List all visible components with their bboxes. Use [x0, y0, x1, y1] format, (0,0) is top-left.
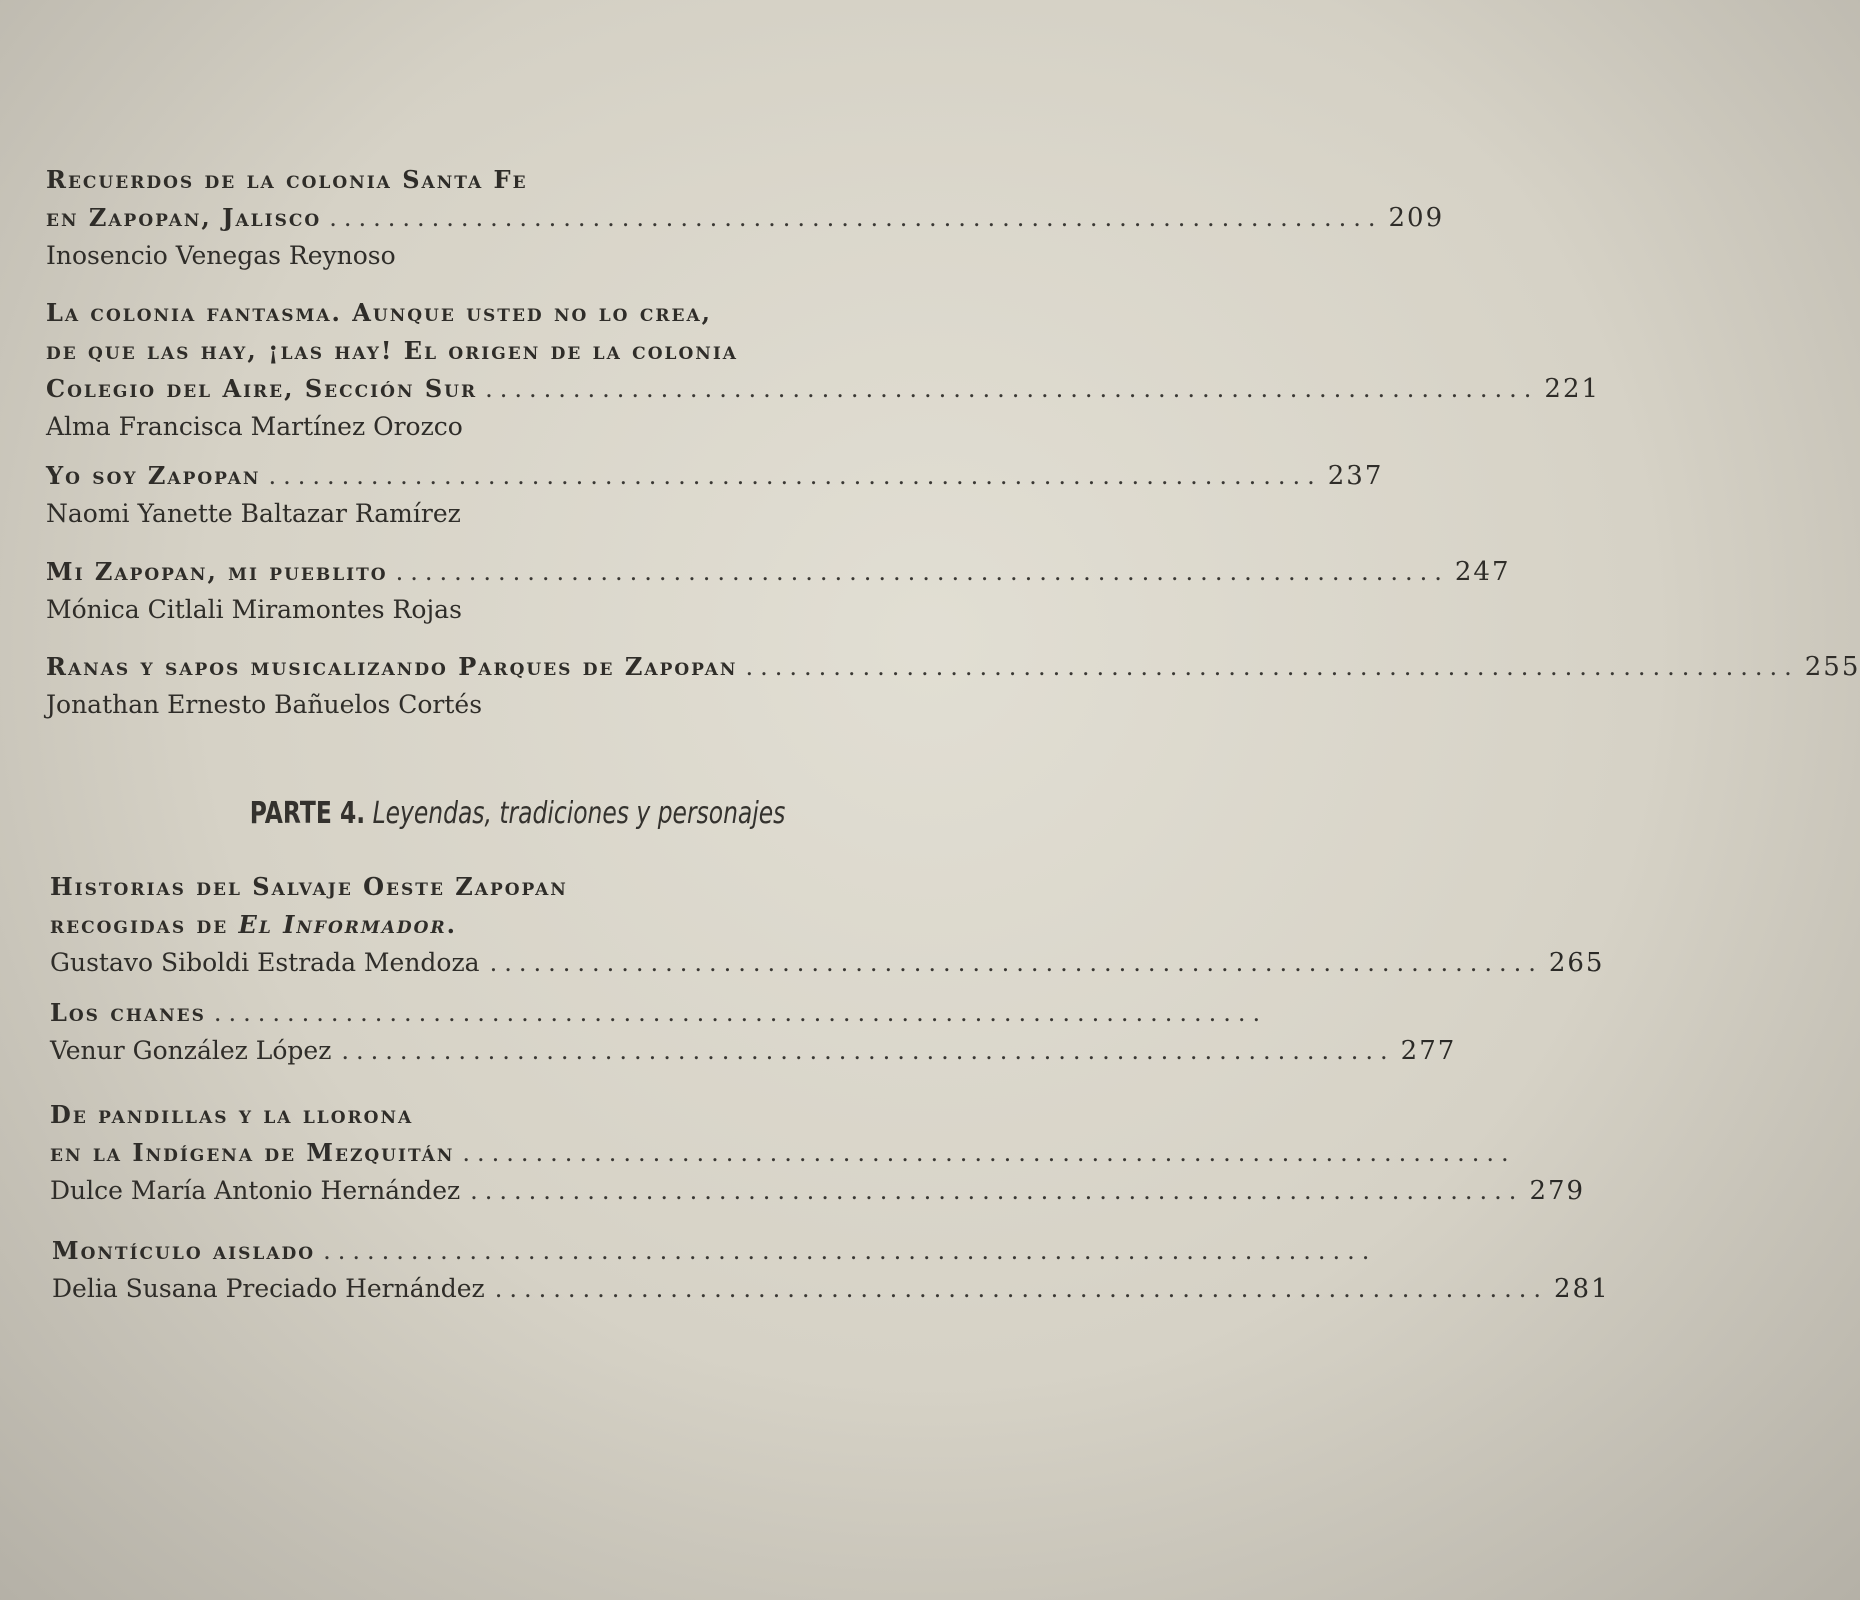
leader-dots: ........................................................................ — [485, 375, 1539, 403]
entry-author: Naomi Yanette Baltazar Ramírez — [46, 499, 461, 528]
entry-title: Montículo aislado ........................................................................ — [52, 1232, 922, 1270]
leader-dots: ........................................................................ — [329, 204, 1383, 232]
entry-author: Dulce María Antonio Hernández — [50, 1176, 461, 1205]
toc-entry — [50, 994, 1457, 1070]
entry-author: Inosencio Venegas Reynoso — [46, 241, 396, 270]
toc-entry — [50, 1096, 1586, 1210]
page-number: 221 — [1544, 374, 1601, 404]
leader-dots: ........................................................................ — [213, 999, 1268, 1027]
entry-title: de que las hay, ¡las hay! El origen de la colonia — [46, 336, 738, 365]
page-number: 279 — [1529, 1176, 1586, 1206]
author-line — [50, 1032, 1457, 1070]
author-line — [50, 944, 1605, 982]
part-label: PARTE 4. — [249, 796, 366, 831]
leader-dots: ........................................................................ — [341, 1037, 1395, 1065]
entry-title: Los chanes ........................................................................ — [50, 994, 922, 1032]
entry-title: De pandillas y la llorona — [50, 1100, 414, 1129]
entry-author: Mónica Citlali Miramontes Rojas — [46, 595, 462, 624]
page-number: 265 — [1548, 948, 1605, 978]
page-number: 247 — [1454, 557, 1511, 587]
entry-title: Historias del Salvaje Oeste Zapopan — [50, 872, 568, 901]
part-title: Leyendas, tradiciones y personajes — [372, 796, 786, 831]
leader-dots: ........................................................................ — [494, 1275, 1548, 1303]
leader-dots: ........................................................................ — [395, 558, 1449, 586]
entry-title: La colonia fantasma. Aunque usted no lo crea, — [46, 298, 712, 327]
toc-entry — [52, 1232, 1610, 1308]
part-heading — [108, 796, 926, 831]
toc-entry — [46, 457, 1384, 533]
italic-publication: El Informador — [238, 910, 447, 939]
entry-author: Venur González López — [50, 1036, 332, 1065]
entry-author: Delia Susana Preciado Hernández — [52, 1274, 485, 1303]
leader-dots: ........................................................................ — [745, 653, 1799, 681]
page-number: 255 — [1804, 652, 1860, 682]
leader-dots: ........................................................................ — [323, 1237, 1377, 1265]
entry-title: Yo soy Zapopan ........................................................................ 237 — [46, 457, 922, 495]
author-line — [50, 1172, 1586, 1210]
toc-entry — [46, 648, 1860, 724]
page-number: 277 — [1400, 1036, 1457, 1066]
leader-dots: ........................................................................ — [470, 1177, 1524, 1205]
toc-entry — [50, 868, 1605, 982]
entry-title: Recuerdos de la colonia Santa Fe — [46, 165, 528, 194]
entry-title: en Zapopan, Jalisco ........................................................................ 209 — [46, 199, 922, 237]
entry-title: Colegio del Aire, Sección Sur ........................................................................ 221 — [46, 370, 922, 408]
toc-entry — [46, 553, 1511, 629]
entry-author: Gustavo Siboldi Estrada Mendoza — [50, 948, 480, 977]
entry-title: en la Indígena de Mezquitán ........................................................................ — [50, 1134, 922, 1172]
page-number: 237 — [1327, 461, 1384, 491]
entry-title: Ranas y sapos musicalizando Parques de Zapopan ........................................................................ 255 — [46, 648, 922, 686]
entry-title: recogidas de El Informador . — [50, 906, 922, 944]
leader-dots: ........................................................................ — [489, 949, 1543, 977]
toc-entry — [46, 161, 1445, 275]
entry-author: Jonathan Ernesto Bañuelos Cortés — [46, 690, 483, 719]
entry-author: Alma Francisca Martínez Orozco — [46, 412, 463, 441]
entry-title: Mi Zapopan, mi pueblito ........................................................................ 247 — [46, 553, 922, 591]
toc-entry — [46, 294, 1601, 446]
page-number: 281 — [1553, 1274, 1610, 1304]
page-number: 209 — [1388, 203, 1445, 233]
author-line — [52, 1270, 1610, 1308]
leader-dots: ........................................................................ — [268, 462, 1322, 490]
leader-dots: ........................................................................ — [462, 1139, 1516, 1167]
